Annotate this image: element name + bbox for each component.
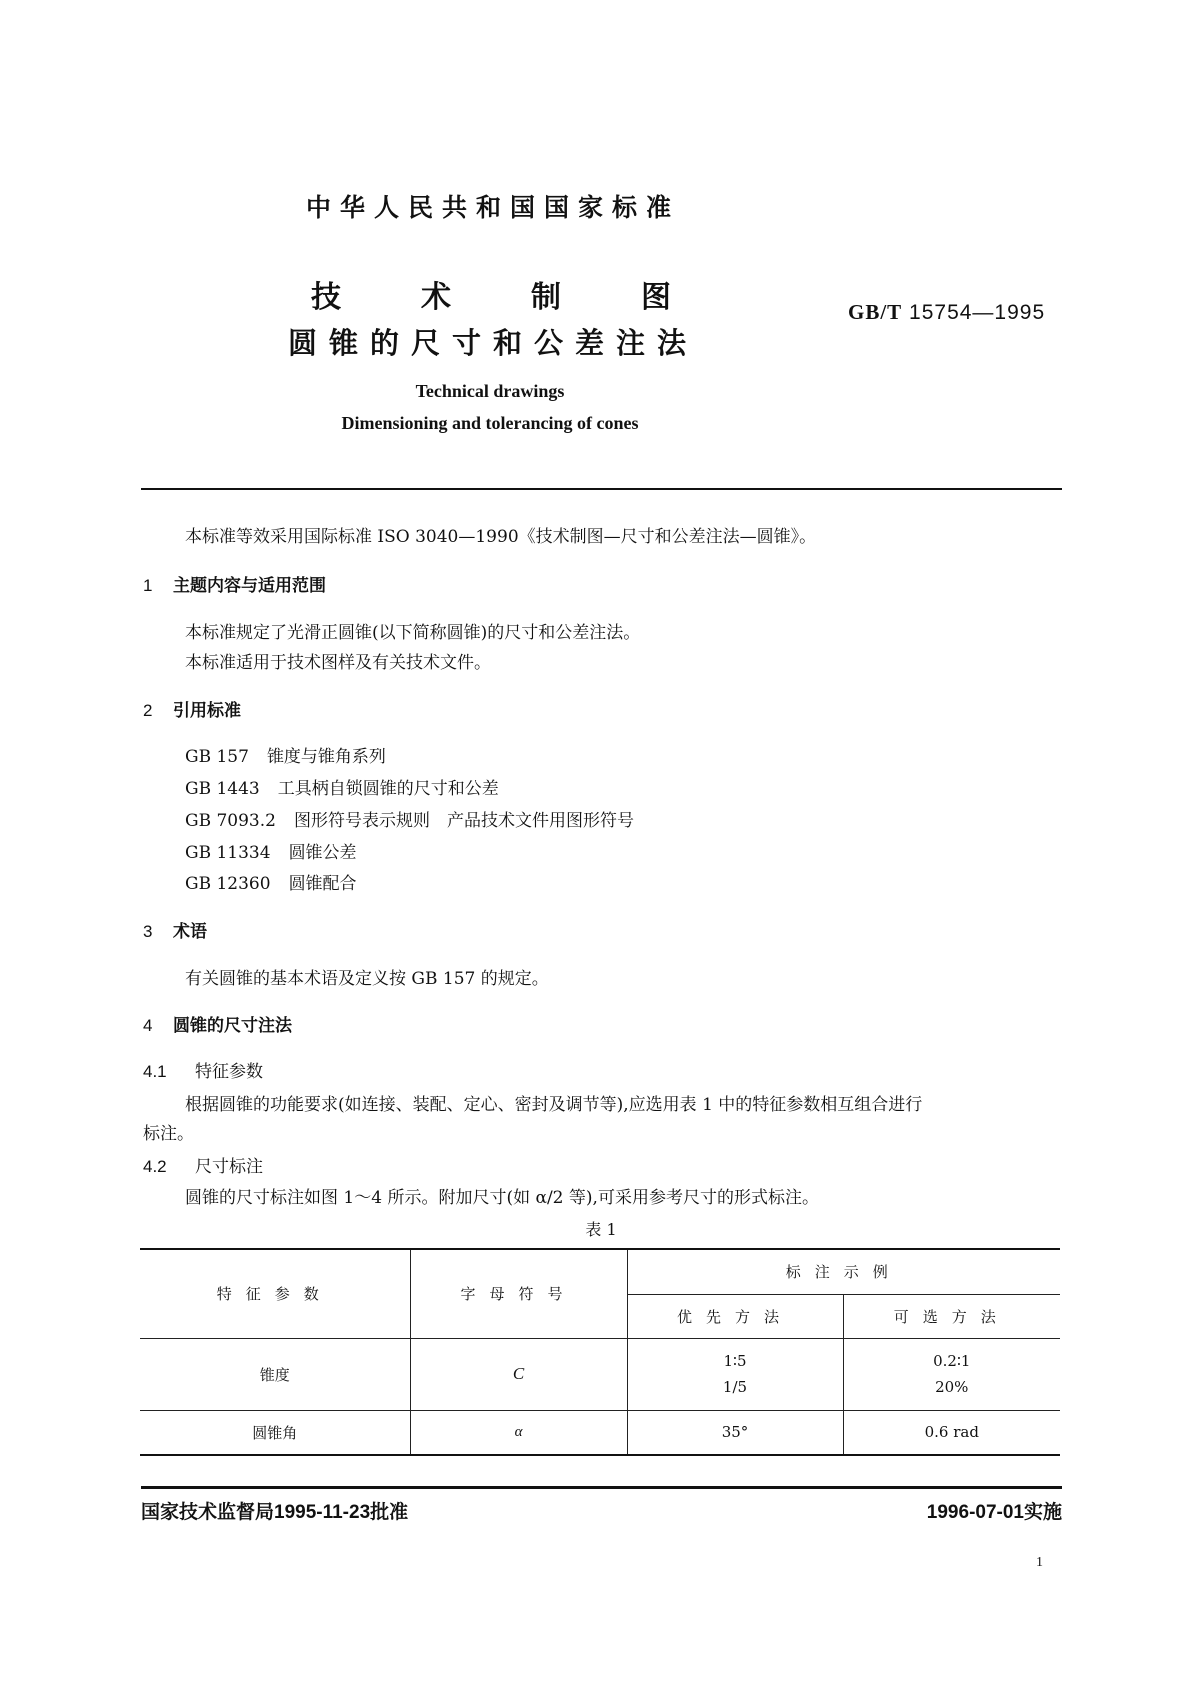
value: 1∶5	[723, 1352, 747, 1370]
cell-preferred: 35°	[627, 1410, 843, 1455]
header-param: 特征参数	[140, 1249, 410, 1338]
section-title: 尺寸标注	[195, 1157, 263, 1177]
section-number: 4	[143, 1016, 153, 1035]
section-4-2-heading	[143, 1152, 263, 1177]
value: 20%	[935, 1378, 969, 1396]
cell-param: 锥度	[140, 1338, 410, 1410]
paragraph: 圆锥的尺寸标注如图 1～4 所示。附加尺寸(如 α/2 等),可采用参考尺寸的形式标注。	[185, 1188, 819, 1208]
ref-title: 锥度与锥角系列	[266, 747, 386, 767]
table-row	[140, 1338, 1060, 1410]
section-title: 术语	[173, 922, 207, 942]
reference-item	[185, 838, 357, 863]
section-4-heading	[143, 1011, 292, 1036]
reference-item	[185, 806, 634, 831]
code-number: 15754—1995	[909, 301, 1046, 324]
section-number: 4.1	[143, 1062, 167, 1081]
cell-symbol: C	[410, 1338, 627, 1410]
section-1-heading	[143, 571, 326, 596]
effective-date: 1996-07-01实施	[926, 1502, 1062, 1523]
table-row	[140, 1410, 1060, 1455]
title-en-1: Technical drawings	[415, 381, 565, 401]
section-4-1-heading	[143, 1057, 263, 1082]
section-number: 3	[143, 922, 153, 941]
section-title: 特征参数	[195, 1062, 263, 1082]
value: 0.2∶1	[933, 1352, 971, 1370]
header-example: 标注示例	[627, 1249, 1060, 1294]
cell-param: 圆锥角	[140, 1410, 410, 1455]
title-char: 图	[641, 280, 671, 315]
title-cn-2: 圆锥的尺寸和公差注法	[288, 326, 699, 360]
header-preferred: 优先方法	[627, 1294, 843, 1338]
section-number: 1	[143, 576, 153, 595]
cell-preferred	[627, 1338, 843, 1410]
page-number: 1	[1036, 1555, 1043, 1570]
cell-optional	[843, 1338, 1060, 1410]
header-symbol: 字母符号	[410, 1249, 627, 1338]
title-cn-1	[311, 272, 671, 316]
table-caption: 表 1	[585, 1220, 617, 1239]
ref-title: 图形符号表示规则 产品技术文件用图形符号	[293, 811, 634, 831]
ref-title: 工具柄自锁圆锥的尺寸和公差	[277, 779, 499, 799]
title-char: 技	[311, 280, 341, 315]
paragraph: 本标准适用于技术图样及有关技术文件。	[185, 653, 491, 673]
ref-code: GB 7093.2	[185, 811, 276, 831]
ref-code: GB 157	[185, 747, 249, 767]
paragraph: 有关圆锥的基本术语及定义按 GB 157 的规定。	[185, 969, 549, 989]
section-title: 圆锥的尺寸注法	[173, 1016, 292, 1036]
cell-optional: 0.6 rad	[843, 1410, 1060, 1455]
footer-divider	[141, 1486, 1062, 1489]
section-title: 主题内容与适用范围	[173, 576, 326, 596]
section-number: 2	[143, 701, 153, 720]
ref-code: GB 12360	[185, 874, 271, 894]
header-divider	[141, 488, 1062, 490]
table-1	[140, 1248, 1060, 1456]
section-3-heading	[143, 917, 207, 942]
paragraph: 本标准规定了光滑正圆锥(以下简称圆锥)的尺寸和公差注法。	[185, 623, 641, 643]
intro-paragraph: 本标准等效采用国际标准 ISO 3040—1990《技术制图—尺寸和公差注法—圆锥》。	[185, 527, 817, 547]
reference-item	[185, 869, 357, 894]
ref-title: 圆锥配合	[288, 874, 357, 894]
paragraph: 标注。	[143, 1124, 194, 1144]
header-optional: 可选方法	[843, 1294, 1060, 1338]
paragraph: 根据圆锥的功能要求(如连接、装配、定心、密封及调节等),应选用表 1 中的特征参数相互组合进行	[185, 1095, 923, 1115]
reference-item	[185, 774, 499, 799]
ref-code: GB 11334	[185, 843, 271, 863]
standard-code	[848, 300, 1045, 325]
value: 1/5	[722, 1378, 748, 1396]
title-char: 制	[531, 280, 561, 315]
ref-code: GB 1443	[185, 779, 260, 799]
section-number: 4.2	[143, 1157, 167, 1176]
section-title: 引用标准	[173, 701, 241, 721]
title-en-2: Dimensioning and tolerancing of cones	[341, 413, 639, 433]
ref-title: 圆锥公差	[288, 843, 357, 863]
code-prefix: GB/T	[848, 300, 903, 324]
title-char: 术	[421, 280, 451, 315]
approval-date: 国家技术监督局1995-11-23批准	[141, 1502, 409, 1523]
national-standard-heading: 中华人民共和国国家标准	[306, 193, 681, 222]
cell-symbol: α	[410, 1410, 627, 1455]
reference-item	[185, 742, 386, 767]
section-2-heading	[143, 696, 241, 721]
